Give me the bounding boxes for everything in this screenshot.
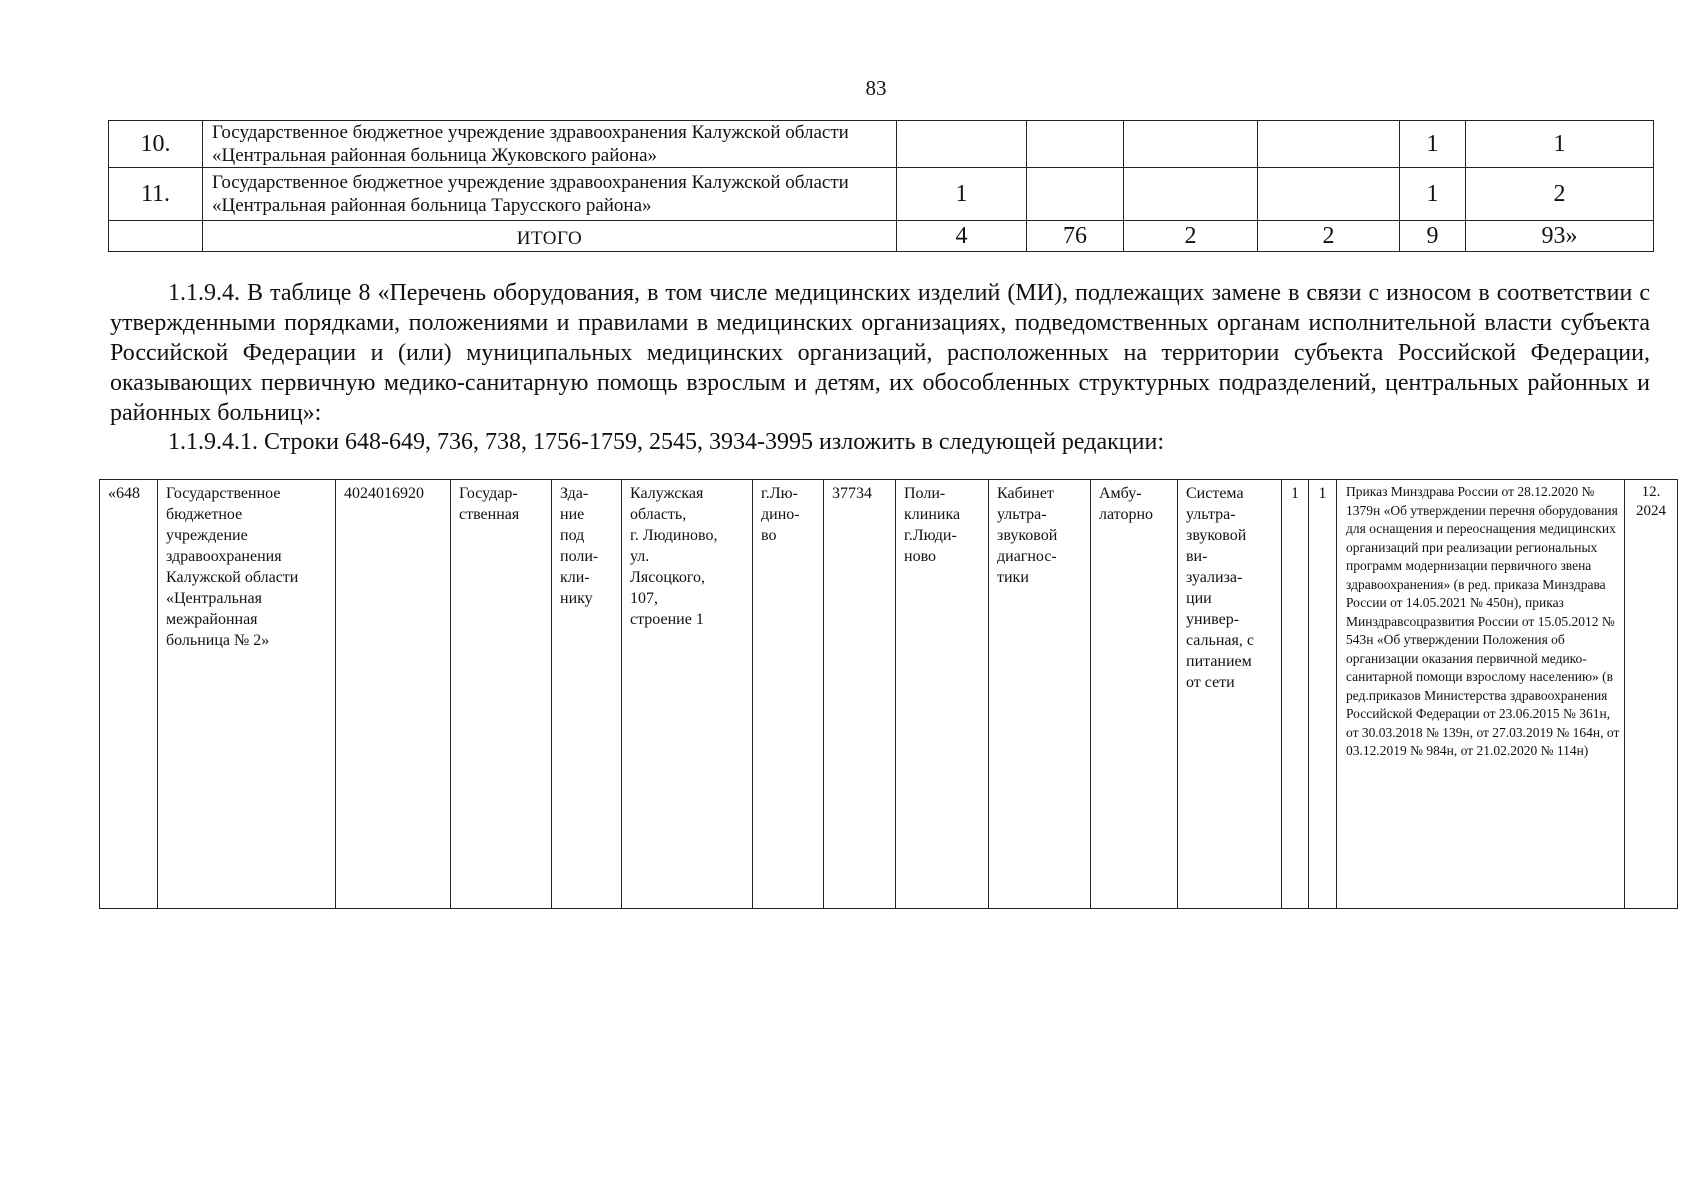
quantity-cell: 1 <box>1309 480 1337 909</box>
building-cell: Зда- ние под поли- кли- нику <box>552 480 622 909</box>
value-cell: 1 <box>1400 121 1466 168</box>
value-cell: 2 <box>1466 168 1654 221</box>
table-row <box>100 480 1678 909</box>
date-cell: 12. 2024 <box>1625 480 1678 909</box>
ownership-cell: Государ- ственная <box>451 480 552 909</box>
total-label: ИТОГО <box>203 221 897 252</box>
row-number: 10. <box>109 121 203 168</box>
paragraph-rows-edit: 1.1.9.4.1. Строки 648-649, 736, 738, 1756-1759, 2545, 3934-3995 изложить в следующей редакции: <box>168 429 1164 455</box>
inn-cell: 4024016920 <box>336 480 451 909</box>
value-cell <box>1258 121 1400 168</box>
total-value: 9 <box>1400 221 1466 252</box>
total-value: 76 <box>1027 221 1124 252</box>
room-cell: Кабинет ультра- звуковой диагнос- тики <box>989 480 1091 909</box>
equipment-table <box>99 479 1678 909</box>
table-row <box>109 121 1654 168</box>
value-cell: 1 <box>897 168 1027 221</box>
value-cell <box>1124 168 1258 221</box>
page-number: 83 <box>865 76 887 100</box>
organization-name: Государственное бюджетное учреждение здравоохранения Калужской области «Центральная районная больница Жуковского района» <box>203 121 897 168</box>
code-cell: 37734 <box>824 480 896 909</box>
value-cell <box>1258 168 1400 221</box>
organization-name: Государственное бюджетное учреждение здравоохранения Калужской области «Центральная районная больница Тарусского района» <box>203 168 897 221</box>
care-mode-cell: Амбу- латорно <box>1091 480 1178 909</box>
total-value: 2 <box>1258 221 1400 252</box>
row-number: «648 <box>100 480 158 909</box>
organization-name: Государственное бюджетное учреждение здравоохранения Калужской области «Центральная межрайонная больница № 2» <box>158 480 336 909</box>
empty-cell <box>109 221 203 252</box>
summary-table <box>108 120 1654 252</box>
quantity-cell: 1 <box>1282 480 1309 909</box>
value-cell <box>1124 121 1258 168</box>
value-cell <box>1027 168 1124 221</box>
equipment-cell: Система ультра- звуковой ви- зуализа- ции универ- сальная, с питанием от сети <box>1178 480 1282 909</box>
total-value: 93» <box>1466 221 1654 252</box>
table-row <box>109 168 1654 221</box>
value-cell: 1 <box>1400 168 1466 221</box>
regulation-cell: Приказ Минздрава России от 28.12.2020 № 1379н «Об утверждении перечня оборудования для оснащения и переоснащения медицинских организаций при реализации региональных программ модернизации первичного звена здравоохранения» (в ред. приказа Минздрава России от 14.05.2021 № 450н), приказ Минздравсоцразвития России от 15.05.2012 № 543н «Об утверждении Положения об организации оказания первичной медико-санитарной помощи взрослому населению» (в ред.приказов Министерства здравоохранения Российской Федерации от 23.06.2015 № 361н, от 30.03.2018 № 139н, от 27.03.2019 № 164н, от 03.12.2019 № 984н, от 21.02.2020 № 114н) <box>1337 480 1625 909</box>
value-cell <box>1027 121 1124 168</box>
value-cell <box>897 121 1027 168</box>
address-cell: Калужская область, г. Людиново, ул. Лясоцкого, 107, строение 1 <box>622 480 753 909</box>
total-value: 2 <box>1124 221 1258 252</box>
unit-cell: Поли- клиника г.Люди- ново <box>896 480 989 909</box>
city-cell: г.Лю- дино- во <box>753 480 824 909</box>
row-number: 11. <box>109 168 203 221</box>
total-row <box>109 221 1654 252</box>
value-cell: 1 <box>1466 121 1654 168</box>
paragraph-amendment: 1.1.9.4. В таблице 8 «Перечень оборудования, в том числе медицинских изделий (МИ), подлежащих замене в связи с износом в соответствии с утвержденными порядками, положениями и правилами в медицинских организациях, подведомственных органам исполнительной власти субъекта Российской Федерации и (или) муниципальных медицинских организаций, расположенных на территории субъекта Российской Федерации, оказывающих первичную медико-санитарную помощь взрослым и детям, их обособленных структурных подразделений, центральных районных и районных больниц»: <box>110 280 1650 426</box>
total-value: 4 <box>897 221 1027 252</box>
